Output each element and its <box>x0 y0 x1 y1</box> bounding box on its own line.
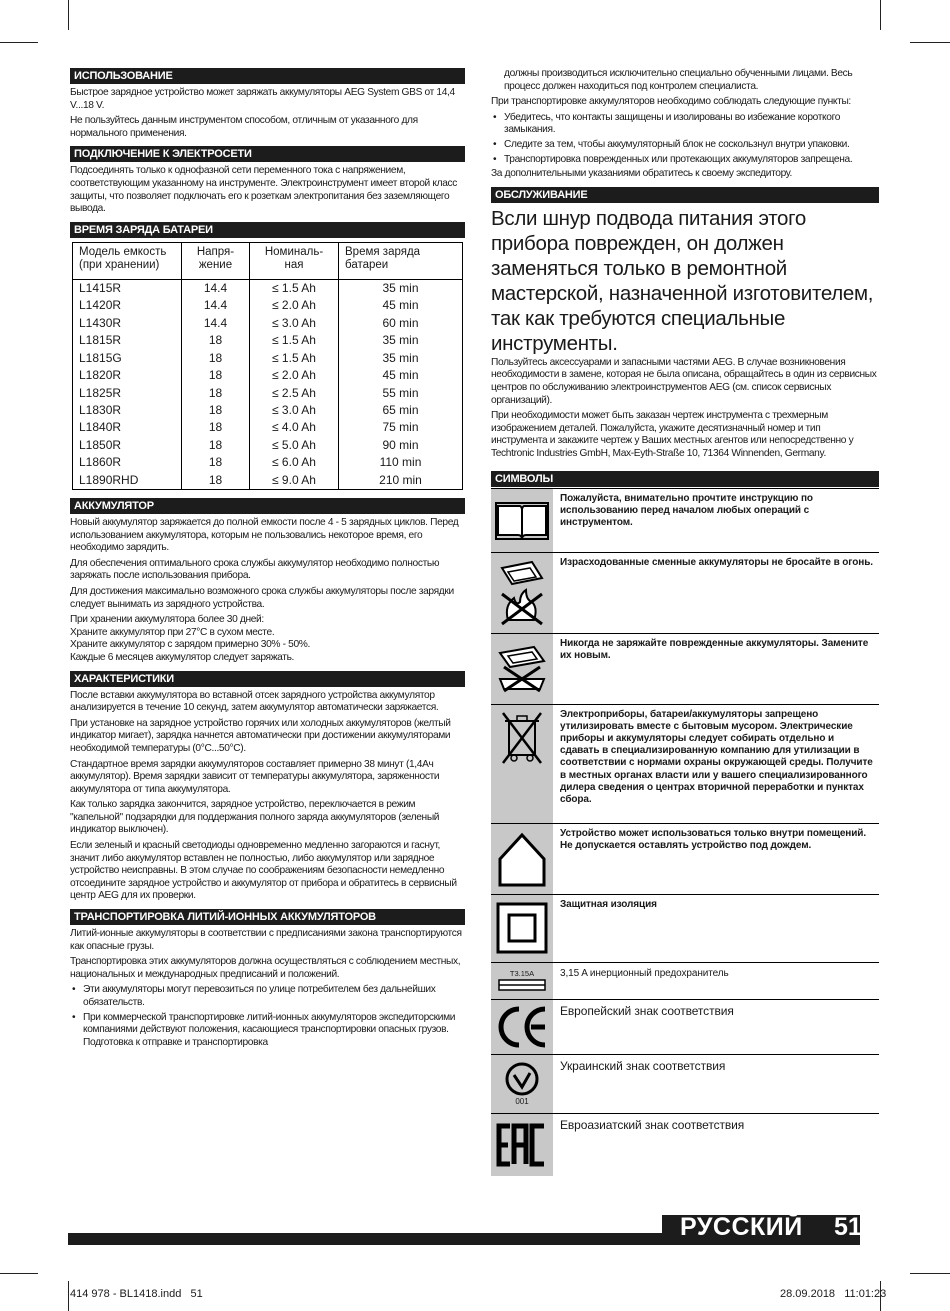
table-row <box>73 315 463 332</box>
symbol-row <box>491 489 879 553</box>
table-cell: ≤ 9.0 Ah <box>250 472 339 490</box>
table-cell: 18 <box>182 472 250 490</box>
paragraph: Транспортировка этих аккумуляторов должна осуществляться с соблюдением местных, национальных и международных предписаний и положений. <box>70 956 461 980</box>
book-icon <box>491 489 554 552</box>
no-fire-battery-icon <box>491 553 554 633</box>
table-row <box>73 454 463 471</box>
ce-mark-icon <box>491 1000 554 1054</box>
table-row <box>73 350 463 367</box>
table-cell: 18 <box>182 454 250 471</box>
table-cell: 45 min <box>339 367 463 384</box>
table-cell: 90 min <box>339 437 463 454</box>
table-cell: ≤ 1.5 Ah <box>250 350 339 367</box>
table-row <box>73 297 463 314</box>
section-heading-symbols: СИМВОЛЫ <box>491 471 879 487</box>
crop-mark <box>0 1273 38 1274</box>
table-cell: L1890RHD <box>73 472 182 490</box>
symbol-text: Евроазиатский знак соответствия <box>560 1117 745 1132</box>
bullet-item: • Убедитесь, что контакты защищены и изолированы во избежание короткого замыкания. <box>491 112 879 137</box>
table-cell: 55 min <box>339 384 463 401</box>
symbol-text: Никогда не заряжайте поврежденные аккумуляторы. Замените их новым. <box>560 637 869 661</box>
symbol-text: Устройство может использоваться только внутри помещений. Не допускается оставлять устройство под дождем. <box>560 827 866 851</box>
section-heading-mains: ПОДКЛЮЧЕНИЕ К ЭЛЕКТРОСЕТИ <box>70 146 465 162</box>
symbol-row <box>491 824 879 895</box>
paragraph: Храните аккумулятор с зарядом примерно 30% - 50%. <box>70 639 310 651</box>
table-cell: L1420R <box>73 297 182 314</box>
table-cell: 18 <box>182 402 250 419</box>
table-cell: L1860R <box>73 454 182 471</box>
footer-language: РУССКИЙ <box>680 1213 803 1241</box>
house-icon <box>491 824 554 894</box>
paragraph: Как только зарядка закончится, зарядное устройство, переключается в режим "капельной" подзарядки для поддержания полного заряда аккумуляторов (зеленый индикатор выключен). <box>70 799 440 836</box>
page-number: 51 <box>834 1213 862 1241</box>
table-cell: ≤ 2.0 Ah <box>250 367 339 384</box>
crop-mark <box>880 0 881 30</box>
table-cell: 110 min <box>339 454 463 471</box>
paragraph: Для обеспечения оптимального срока службы аккумулятор необходимо полностью заряжать после использования прибора. <box>70 557 440 582</box>
table-cell: 65 min <box>339 402 463 419</box>
symbol-text: Европейский знак соответствия <box>560 1003 734 1018</box>
table-cell: 18 <box>182 332 250 349</box>
date-slug: 28.09.2018 11:01:23 <box>780 1288 887 1300</box>
fuse-label: T3.15A <box>509 968 535 978</box>
symbol-text: Израсходованные сменные аккумуляторы не бросайте в огонь. <box>560 556 873 568</box>
symbols-list <box>491 488 879 1176</box>
left-column <box>70 68 465 1051</box>
symbol-row <box>491 1114 879 1176</box>
table-cell: L1825R <box>73 384 182 401</box>
section-heading-battery: АККУМУЛЯТОР <box>70 498 465 514</box>
table-cell: ≤ 5.0 Ah <box>250 437 339 454</box>
table-cell: ≤ 3.0 Ah <box>250 315 339 332</box>
symbol-text: Электроприборы, батареи/аккумуляторы запрещено утилизировать вместе с бытовым мусором. Электрические приборы и аккумуляторы следует собирать отдельно и сдавать в специализированную компанию для утилизации в соответствии с нормами охраны окружающей среды. Получите в местных органах власти или у вашего специализированного дилера сведения о центрах вторичной переработки и пунктах сбора. <box>560 708 873 805</box>
table-cell: 18 <box>182 350 250 367</box>
charge-time-table <box>72 242 463 490</box>
charge-time-table-body <box>73 279 463 489</box>
paragraph: Храните аккумулятор при 27°C в сухом месте. <box>70 626 275 638</box>
table-cell: 35 min <box>339 350 463 367</box>
eac-mark-icon <box>491 1114 554 1176</box>
section-heading-use: ИСПОЛЬЗОВАНИЕ <box>70 68 465 84</box>
double-insulation-icon <box>491 895 554 962</box>
symbol-row <box>491 963 879 1000</box>
ukraine-mark-icon <box>491 1055 554 1113</box>
warning-large-text: Всли шнур подвода питания этого прибора поврежден, он должен заменяться только в ремонтной мастерской, назначенной изготовителем, так как требуются специальные инструменты. <box>491 206 874 355</box>
paragraph: При транспортировке аккумуляторов необходимо соблюдать следующие пункты: <box>491 96 851 108</box>
symbol-row <box>491 1055 879 1114</box>
table-cell: L1830R <box>73 402 182 419</box>
crop-mark <box>0 42 38 43</box>
right-column <box>491 68 879 1176</box>
symbol-text: Защитная изоляция <box>560 898 657 910</box>
table-row <box>73 279 463 297</box>
table-row <box>73 367 463 384</box>
bullet-item: • Следите за тем, чтобы аккумуляторный блок не соскользнул внутри упаковки. <box>491 139 879 152</box>
symbol-row <box>491 705 879 824</box>
paragraph: При установке на зарядное устройство горячих или холодных аккумуляторов (желтый индикатор мигает), зарядка начнется автоматически при достижении аккумуляторами необходимой температуры (0°C...50°C). <box>70 717 451 754</box>
paragraph: При хранении аккумулятора более 30 дней: <box>70 614 264 626</box>
file-slug: 414 978 - BL1418.indd 51 <box>70 1288 203 1300</box>
footer-bar-cutout <box>68 1215 662 1233</box>
paragraph: При необходимости может быть заказан чертеж инструмента с трехмерным изображением деталей. Пожалуйста, укажите десятизначный номер и тип инструмента и закажите чертеж у Ваших местных агентов или непосредственно у Techtronic Industries GmbH, Max-Eyth-Straße 10, 71364 Winnenden, Germany. <box>491 410 854 459</box>
paragraph: Стандартное время зарядки аккумуляторов составляет примерно 38 минут (1,4Ач аккумулятор). Время зарядки зависит от температуры аккумулятора, заряженности аккумулятора от типа аккумулятора. <box>70 758 440 795</box>
section-heading-maintenance: ОБСЛУЖИВАНИЕ <box>491 187 879 203</box>
paragraph: Если зеленый и красный светодиоды одновременно медленно загораются и гаснут, значит либо аккумулятор вставлен не полностью, либо аккумулятор или зарядное устройство неисправны. В этом случае по соображениям безопасности немедленно отсоедините зарядное устройство и аккумулятор от прибора и обратитесь в сервисный центр AEG для их проверки. <box>70 840 457 902</box>
bullet-item: • Эти аккумуляторы могут перевозиться по улице потребителем без дальнейших обязательств. <box>70 984 465 1009</box>
table-cell: ≤ 2.5 Ah <box>250 384 339 401</box>
table-cell: 14.4 <box>182 279 250 297</box>
table-cell: 45 min <box>339 297 463 314</box>
table-cell: 210 min <box>339 472 463 490</box>
table-row <box>73 402 463 419</box>
table-cell: L1820R <box>73 367 182 384</box>
symbol-row <box>491 634 879 705</box>
paragraph: Пользуйтесь аксессуарами и запасными частями AEG. В случае возникновения необходимости в замене, которая не была описана, обращайтесь в один из сервисных центров по обслуживанию электроинструментов AEG (см. список сервисных организаций). <box>491 356 877 406</box>
paragraph: Быстрое зарядное устройство может заряжать аккумуляторы AEG System GBS от 14,4 V...18 V. <box>70 87 455 111</box>
table-cell: 35 min <box>339 279 463 297</box>
table-cell: ≤ 1.5 Ah <box>250 332 339 349</box>
table-cell: ≤ 2.0 Ah <box>250 297 339 314</box>
table-cell: 18 <box>182 419 250 436</box>
table-cell: L1815G <box>73 350 182 367</box>
paragraph: Для достижения максимально возможного срока службы аккумуляторы после зарядки следует вынимать из зарядного устройства. <box>70 585 454 610</box>
symbol-text: Пожалуйста, внимательно прочтите инструкцию по использованию перед началом любых операций с инструментом. <box>560 492 813 528</box>
paragraph: После вставки аккумулятора во вставной отсек зарядного устройства аккумулятор анализируется в течение 10 секунд, затем аккумулятор автоматически заряжается. <box>70 689 439 714</box>
crossed-bin-icon <box>491 705 554 823</box>
symbol-row <box>491 895 879 963</box>
table-cell: ≤ 3.0 Ah <box>250 402 339 419</box>
paragraph: Подсоединять только к однофазной сети переменного тока с напряжением, соответствующим указанному на инструменте. Электроинструмент имеет второй класс защиты, что позволяет подключать его к розеткам электропитания без заземляющего вывода. <box>70 165 457 215</box>
section-heading-transport: ТРАНСПОРТИРОВКА ЛИТИЙ-ИОННЫХ АККУМУЛЯТОРОВ <box>70 909 465 925</box>
table-header: Напря-жение <box>182 242 250 279</box>
paragraph: За дополнительными указаниями обратитесь к своему экспедитору. <box>491 168 792 180</box>
table-cell: ≤ 6.0 Ah <box>250 454 339 471</box>
paragraph: Литий-ионные аккумуляторы в соответствии с предписаниями закона транспортируются как опасные грузы. <box>70 928 462 952</box>
table-cell: L1430R <box>73 315 182 332</box>
table-cell: 35 min <box>339 332 463 349</box>
crop-mark <box>68 1281 69 1311</box>
symbol-text: 3,15 A инерционный предохранитель <box>560 967 729 979</box>
crop-mark <box>910 1273 950 1274</box>
table-header: Время заряда батареи <box>339 242 463 279</box>
bullet-item: • При коммерческой транспортировке литий-ионных аккумуляторов экспедиторскими компаниями действуют положения, касающиеся транспортировки опасных грузов. Подготовка к отправке и транспортировка <box>70 1012 465 1050</box>
table-row <box>73 472 463 490</box>
table-cell: 18 <box>182 384 250 401</box>
crop-mark <box>910 42 950 43</box>
symbol-row <box>491 553 879 634</box>
paragraph: Не пользуйтесь данным инструментом способом, отличным от указанного для нормального применения. <box>70 115 418 139</box>
table-cell: 18 <box>182 367 250 384</box>
table-row <box>73 437 463 454</box>
paragraph: Новый аккумулятор заряжается до полной емкости после 4 - 5 зарядных циклов. Перед использованием аккумулятора, которым не пользовались некоторое время, его необходимо зарядить. <box>70 517 459 554</box>
damaged-battery-icon <box>491 634 554 704</box>
table-cell: 75 min <box>339 419 463 436</box>
table-cell: L1840R <box>73 419 182 436</box>
bullet-item: • Транспортировка поврежденных или протекающих аккумуляторов запрещена. <box>491 154 879 167</box>
paragraph: должны производиться исключительно специально обученными лицами. Весь процесс должен находиться под контролем специалиста. <box>504 68 853 92</box>
table-header: Номиналь-ная <box>250 242 339 279</box>
section-heading-features: ХАРАКТЕРИСТИКИ <box>70 671 465 687</box>
table-header: Модель емкость (при хранении) <box>73 242 182 279</box>
symbol-row <box>491 1000 879 1055</box>
table-cell: ≤ 4.0 Ah <box>250 419 339 436</box>
table-cell: ≤ 1.5 Ah <box>250 279 339 297</box>
ukraine-mark-label: 001 <box>515 1097 529 1106</box>
fuse-icon <box>491 963 554 999</box>
table-row <box>73 384 463 401</box>
table-cell: 14.4 <box>182 297 250 314</box>
paragraph: Каждые 6 месяцев аккумулятор следует заряжать. <box>70 651 295 663</box>
table-cell: 18 <box>182 437 250 454</box>
section-heading-charge-time: ВРЕМЯ ЗАРЯДА БАТАРЕИ <box>70 222 465 238</box>
table-cell: L1850R <box>73 437 182 454</box>
crop-mark <box>68 0 69 30</box>
table-cell: 14.4 <box>182 315 250 332</box>
table-row <box>73 419 463 436</box>
symbol-text: Украинский знак соответствия <box>560 1058 726 1073</box>
table-cell: L1815R <box>73 332 182 349</box>
table-row <box>73 332 463 349</box>
table-cell: 60 min <box>339 315 463 332</box>
table-cell: L1415R <box>73 279 182 297</box>
